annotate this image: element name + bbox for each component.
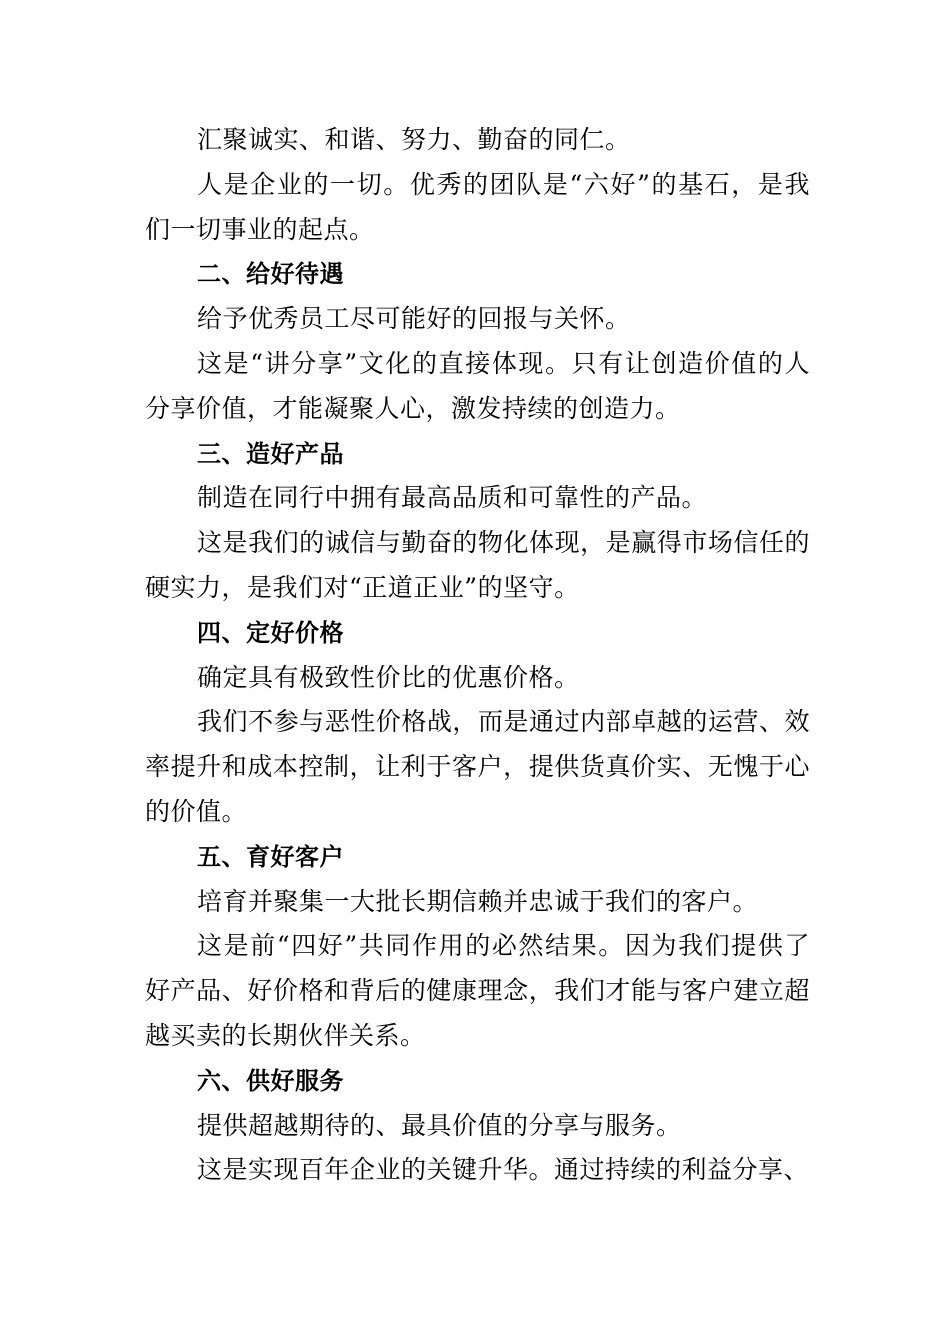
section-heading: 六、供好服务 [197, 1066, 344, 1095]
paragraph: 提供超越期待的、最具价值的分享与服务。 [197, 1110, 682, 1140]
paragraph: 这是实现百年企业的关键升华。通过持续的利益分享、 [197, 1155, 810, 1185]
section-heading: 二、给好待遇 [197, 260, 344, 289]
section-heading: 四、定好价格 [197, 618, 344, 647]
paragraph: 给予优秀员工尽可能好的回报与关怀。 [197, 304, 631, 334]
paragraph: 确定具有极致性价比的优惠价格。 [197, 662, 580, 692]
paragraph: 这是我们的诚信与勤奋的物化体现，是赢得市场信任的硬实力，是我们对“正道正业”的坚守。 [145, 528, 810, 602]
paragraph: 人是企业的一切。优秀的团队是“六好”的基石，是我们一切事业的起点。 [145, 169, 810, 244]
section-heading: 三、造好产品 [197, 439, 344, 468]
paragraph: 制造在同行中拥有最高品质和可靠性的产品。 [197, 483, 708, 513]
paragraph: 我们不参与恶性价格战，而是通过内部卓越的运营、效率提升和成本控制，让利于客户，提供货真价实、无愧于心的价值。 [145, 707, 810, 826]
paragraph: 这是“讲分享”文化的直接体现。只有让创造价值的人分享价值，才能凝聚人心，激发持续的创造力。 [145, 348, 810, 423]
section-heading: 五、育好客户 [197, 842, 344, 871]
document-body [145, 118, 810, 1193]
paragraph: 这是前“四好”共同作用的必然结果。因为我们提供了好产品、好价格和背后的健康理念，我们才能与客户建立超越买卖的长期伙伴关系。 [145, 931, 810, 1050]
paragraph: 培育并聚集一大批长期信赖并忠诚于我们的客户。 [197, 886, 759, 916]
paragraph: 汇聚诚实、和谐、努力、勤奋的同仁。 [197, 125, 631, 154]
